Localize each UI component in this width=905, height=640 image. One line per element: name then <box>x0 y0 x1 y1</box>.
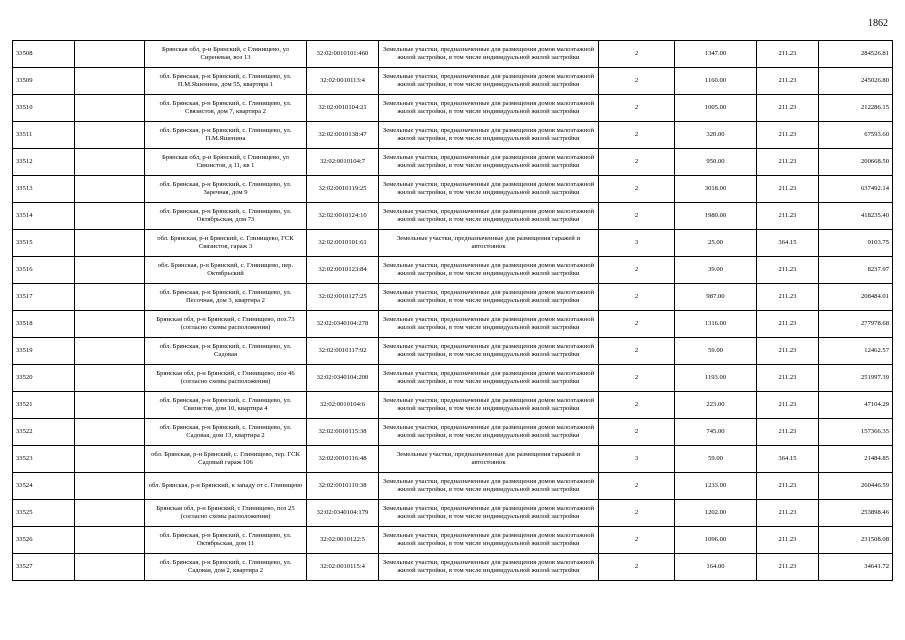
cadastral-number-cell: 32:02:0010113:4 <box>307 68 379 95</box>
address-cell: обл. Брянская, р-н Брянский, с. Глинищево, ул. Песочная, дом 3, квартира 2 <box>145 284 307 311</box>
cadastral-value-cell: 21484.85 <box>819 446 893 473</box>
group-cell: 2 <box>599 419 675 446</box>
row-number-cell: 33510 <box>13 95 75 122</box>
group-cell: 3 <box>599 230 675 257</box>
spacer-cell <box>75 203 145 230</box>
specific-value-cell: 211.23 <box>757 176 819 203</box>
land-use-cell: Земельные участки, предназначенные для размещения домов малоэтажной жилой застройки, в том числе индивидуальной жилой застройки <box>379 176 599 203</box>
spacer-cell <box>75 392 145 419</box>
group-cell: 2 <box>599 95 675 122</box>
area-cell: 1005.00 <box>675 95 757 122</box>
address-cell: обл. Брянская, р-н Брянский, с. Глинищево, ГСК Связистов, гараж 3 <box>145 230 307 257</box>
row-number-cell: 33515 <box>13 230 75 257</box>
row-number-cell: 33525 <box>13 500 75 527</box>
address-cell: Брянская обл, р-н Брянский, с Глинищево, поз 46 (согласно схемы расположения) <box>145 365 307 392</box>
specific-value-cell: 211.23 <box>757 122 819 149</box>
spacer-cell <box>75 257 145 284</box>
group-cell: 2 <box>599 338 675 365</box>
specific-value-cell: 211.23 <box>757 338 819 365</box>
land-use-cell: Земельные участки, предназначенные для размещения домов малоэтажной жилой застройки, в том числе индивидуальной жилой застройки <box>379 257 599 284</box>
cadastral-value-cell: 157366.35 <box>819 419 893 446</box>
group-cell: 2 <box>599 149 675 176</box>
cadastral-value-cell: 284526.81 <box>819 41 893 68</box>
spacer-cell <box>75 527 145 554</box>
row-number-cell: 33523 <box>13 446 75 473</box>
table-row <box>13 554 893 581</box>
land-use-cell: Земельные участки, предназначенные для размещения домов малоэтажной жилой застройки, в том числе индивидуальной жилой застройки <box>379 68 599 95</box>
row-number-cell: 33524 <box>13 473 75 500</box>
table-row <box>13 95 893 122</box>
table-row <box>13 122 893 149</box>
table-row <box>13 473 893 500</box>
row-number-cell: 33518 <box>13 311 75 338</box>
cadastral-number-cell: 32:02:0010119:25 <box>307 176 379 203</box>
cadastral-number-cell: 32:02:0010123:84 <box>307 257 379 284</box>
cadastral-value-cell: 12462.57 <box>819 338 893 365</box>
cadastral-value-cell: 260446.59 <box>819 473 893 500</box>
address-cell: обл. Брянская, р-н Брянский, с. Глинищево, пер. Октябрьский <box>145 257 307 284</box>
specific-value-cell: 211.23 <box>757 203 819 230</box>
cadastral-number-cell: 32:02:0010116:48 <box>307 446 379 473</box>
cadastral-value-cell: 8237.97 <box>819 257 893 284</box>
land-use-cell: Земельные участки, предназначенные для размещения домов малоэтажной жилой застройки, в том числе индивидуальной жилой застройки <box>379 554 599 581</box>
group-cell: 2 <box>599 554 675 581</box>
cadastral-value-cell: 67593.60 <box>819 122 893 149</box>
spacer-cell <box>75 419 145 446</box>
table-row <box>13 392 893 419</box>
row-number-cell: 33508 <box>13 41 75 68</box>
spacer-cell <box>75 500 145 527</box>
area-cell: 59.00 <box>675 338 757 365</box>
group-cell: 2 <box>599 311 675 338</box>
specific-value-cell: 211.23 <box>757 95 819 122</box>
land-use-cell: Земельные участки, предназначенные для размещения гаражей и автостоянок <box>379 446 599 473</box>
address-cell: обл. Брянская, р-н Брянский, с. Глинищево, ул. Садовая, дом 2, квартира 2 <box>145 554 307 581</box>
area-cell: 320.00 <box>675 122 757 149</box>
specific-value-cell: 211.23 <box>757 392 819 419</box>
specific-value-cell: 364.15 <box>757 230 819 257</box>
address-cell: обл. Брянская, р-н Брянский, с. Глинищево, ул. Садовая <box>145 338 307 365</box>
address-cell: Брянская обл, р-н Брянский, с Глинищево, ул Связистов, д 11, кв 1 <box>145 149 307 176</box>
specific-value-cell: 211.23 <box>757 554 819 581</box>
row-number-cell: 33514 <box>13 203 75 230</box>
spacer-cell <box>75 365 145 392</box>
spacer-cell <box>75 149 145 176</box>
cadastral-number-cell: 32:02:0010122:5 <box>307 527 379 554</box>
row-number-cell: 33519 <box>13 338 75 365</box>
table-row <box>13 419 893 446</box>
spacer-cell <box>75 473 145 500</box>
address-cell: обл. Брянская, р-н Брянский, с. Глинищево, ул. Октябрьская, дом 73 <box>145 203 307 230</box>
cadastral-value-cell: 9103.75 <box>819 230 893 257</box>
area-cell: 745.00 <box>675 419 757 446</box>
land-use-cell: Земельные участки, предназначенные для размещения домов малоэтажной жилой застройки, в том числе индивидуальной жилой застройки <box>379 473 599 500</box>
group-cell: 2 <box>599 68 675 95</box>
spacer-cell <box>75 68 145 95</box>
land-use-cell: Земельные участки, предназначенные для размещения домов малоэтажной жилой застройки, в том числе индивидуальной жилой застройки <box>379 419 599 446</box>
specific-value-cell: 211.23 <box>757 284 819 311</box>
specific-value-cell: 211.23 <box>757 500 819 527</box>
address-cell: обл. Брянская, р-н Брянский, с. Глинищево, ул. Садовая, дом 13, квартира 2 <box>145 419 307 446</box>
table-row <box>13 257 893 284</box>
specific-value-cell: 211.23 <box>757 419 819 446</box>
spacer-cell <box>75 95 145 122</box>
group-cell: 2 <box>599 176 675 203</box>
land-use-cell: Земельные участки, предназначенные для размещения домов малоэтажной жилой застройки, в том числе индивидуальной жилой застройки <box>379 527 599 554</box>
specific-value-cell: 211.23 <box>757 365 819 392</box>
address-cell: обл. Брянская, р-н Брянский, с. Глинищево, ул. Заречная, дом 9 <box>145 176 307 203</box>
row-number-cell: 33516 <box>13 257 75 284</box>
row-number-cell: 33527 <box>13 554 75 581</box>
cadastral-number-cell: 32:02:0010115:38 <box>307 419 379 446</box>
land-use-cell: Земельные участки, предназначенные для размещения гаражей и автостоянок <box>379 230 599 257</box>
land-use-cell: Земельные участки, предназначенные для размещения домов малоэтажной жилой застройки, в том числе индивидуальной жилой застройки <box>379 500 599 527</box>
land-use-cell: Земельные участки, предназначенные для размещения домов малоэтажной жилой застройки, в том числе индивидуальной жилой застройки <box>379 203 599 230</box>
group-cell: 2 <box>599 284 675 311</box>
land-use-cell: Земельные участки, предназначенные для размещения домов малоэтажной жилой застройки, в том числе индивидуальной жилой застройки <box>379 284 599 311</box>
area-cell: 39.00 <box>675 257 757 284</box>
area-cell: 1160.00 <box>675 68 757 95</box>
specific-value-cell: 211.23 <box>757 473 819 500</box>
specific-value-cell: 211.23 <box>757 527 819 554</box>
specific-value-cell: 211.23 <box>757 41 819 68</box>
row-number-cell: 33522 <box>13 419 75 446</box>
land-use-cell: Земельные участки, предназначенные для размещения домов малоэтажной жилой застройки, в том числе индивидуальной жилой застройки <box>379 41 599 68</box>
row-number-cell: 33526 <box>13 527 75 554</box>
table-body <box>13 41 893 581</box>
address-cell: обл. Брянская, р-н Брянский, с. Глинищево, ул. Связистов, дом 10, квартира 4 <box>145 392 307 419</box>
land-use-cell: Земельные участки, предназначенные для размещения домов малоэтажной жилой застройки, в том числе индивидуальной жилой застройки <box>379 365 599 392</box>
cadastral-value-cell: 418235.40 <box>819 203 893 230</box>
area-cell: 1980.00 <box>675 203 757 230</box>
group-cell: 2 <box>599 473 675 500</box>
cadastral-number-cell: 32:02:0010124:10 <box>307 203 379 230</box>
table-row <box>13 230 893 257</box>
cadastral-number-cell: 32:02:0340104:278 <box>307 311 379 338</box>
group-cell: 2 <box>599 257 675 284</box>
address-cell: Брянская обл, р-н Брянский, с Глинищево, поз.73 (согласно схемы расположения) <box>145 311 307 338</box>
cadastral-number-cell: 32:02:0010138:47 <box>307 122 379 149</box>
land-use-cell: Земельные участки, предназначенные для размещения домов малоэтажной жилой застройки, в том числе индивидуальной жилой застройки <box>379 95 599 122</box>
address-cell: обл. Брянская, р-н Брянский, с. Глинищево, ул. Связистов, дом 7, квартира 2 <box>145 95 307 122</box>
cadastral-value-cell: 277978.68 <box>819 311 893 338</box>
table-row <box>13 338 893 365</box>
cadastral-number-cell: 32:02:0010127:25 <box>307 284 379 311</box>
address-cell: обл. Брянская, р-н Брянский, с. Глинищево, тер. ГСК Садовый гараж 106 <box>145 446 307 473</box>
cadastral-number-cell: 32:02:0010104:6 <box>307 392 379 419</box>
group-cell: 2 <box>599 365 675 392</box>
area-cell: 950.00 <box>675 149 757 176</box>
cadastral-value-table <box>12 40 893 581</box>
area-cell: 1202.00 <box>675 500 757 527</box>
cadastral-value-cell: 212286.15 <box>819 95 893 122</box>
group-cell: 2 <box>599 392 675 419</box>
table-row <box>13 176 893 203</box>
cadastral-value-cell: 231508.08 <box>819 527 893 554</box>
group-cell: 2 <box>599 203 675 230</box>
address-cell: Брянская обл, р-н Брянский, с Глинищево, ул Сиреневая, воз 13 <box>145 41 307 68</box>
spacer-cell <box>75 338 145 365</box>
row-number-cell: 33509 <box>13 68 75 95</box>
table-row <box>13 284 893 311</box>
cadastral-value-cell: 251997.39 <box>819 365 893 392</box>
address-cell: обл. Брянская, р-н Брянский, к западу от с. Глинищево <box>145 473 307 500</box>
cadastral-number-cell: 32:02:0010101:460 <box>307 41 379 68</box>
land-use-cell: Земельные участки, предназначенные для размещения домов малоэтажной жилой застройки, в том числе индивидуальной жилой застройки <box>379 311 599 338</box>
area-cell: 1233.00 <box>675 473 757 500</box>
area-cell: 987.00 <box>675 284 757 311</box>
cadastral-number-cell: 32:02:0010115:4 <box>307 554 379 581</box>
group-cell: 3 <box>599 446 675 473</box>
row-number-cell: 33512 <box>13 149 75 176</box>
spacer-cell <box>75 122 145 149</box>
land-use-cell: Земельные участки, предназначенные для размещения домов малоэтажной жилой застройки, в том числе индивидуальной жилой застройки <box>379 338 599 365</box>
area-cell: 3018.00 <box>675 176 757 203</box>
land-use-cell: Земельные участки, предназначенные для размещения домов малоэтажной жилой застройки, в том числе индивидуальной жилой застройки <box>379 392 599 419</box>
cadastral-value-cell: 245026.80 <box>819 68 893 95</box>
table-row <box>13 365 893 392</box>
land-use-cell: Земельные участки, предназначенные для размещения домов малоэтажной жилой застройки, в том числе индивидуальной жилой застройки <box>379 149 599 176</box>
cadastral-value-cell: 34641.72 <box>819 554 893 581</box>
spacer-cell <box>75 176 145 203</box>
specific-value-cell: 364.15 <box>757 446 819 473</box>
spacer-cell <box>75 554 145 581</box>
table-row <box>13 500 893 527</box>
row-number-cell: 33521 <box>13 392 75 419</box>
cadastral-number-cell: 32:02:0340104:200 <box>307 365 379 392</box>
cadastral-value-cell: 208484.01 <box>819 284 893 311</box>
area-cell: 223.00 <box>675 392 757 419</box>
area-cell: 164.00 <box>675 554 757 581</box>
cadastral-number-cell: 32:02:0010104:21 <box>307 95 379 122</box>
table-row <box>13 203 893 230</box>
group-cell: 2 <box>599 122 675 149</box>
address-cell: обл. Брянская, р-н Брянский, с. Глинищево, ул. П.М.Яшенина <box>145 122 307 149</box>
cadastral-number-cell: 32:02:0340104:179 <box>307 500 379 527</box>
spacer-cell <box>75 41 145 68</box>
address-cell: Брянская обл, р-н Брянский, с Глинищево, поз 25 (согласно схемы расположения) <box>145 500 307 527</box>
row-number-cell: 33511 <box>13 122 75 149</box>
cadastral-value-cell: 637492.14 <box>819 176 893 203</box>
cadastral-value-cell: 253898.46 <box>819 500 893 527</box>
spacer-cell <box>75 230 145 257</box>
page-number: 1862 <box>868 18 888 29</box>
row-number-cell: 33513 <box>13 176 75 203</box>
table-row <box>13 311 893 338</box>
land-use-cell: Земельные участки, предназначенные для размещения домов малоэтажной жилой застройки, в том числе индивидуальной жилой застройки <box>379 122 599 149</box>
cadastral-number-cell: 32:02:0010104:7 <box>307 149 379 176</box>
specific-value-cell: 211.23 <box>757 149 819 176</box>
address-cell: обл. Брянская, р-н Брянский, с. Глинищево, ул. П.М.Яшенина, дом 55, квартира 1 <box>145 68 307 95</box>
area-cell: 1347.00 <box>675 41 757 68</box>
area-cell: 1193.00 <box>675 365 757 392</box>
specific-value-cell: 211.23 <box>757 68 819 95</box>
group-cell: 2 <box>599 527 675 554</box>
table-row <box>13 41 893 68</box>
cadastral-number-cell: 32:02:0010110:38 <box>307 473 379 500</box>
area-cell: 1096.00 <box>675 527 757 554</box>
group-cell: 2 <box>599 500 675 527</box>
spacer-cell <box>75 311 145 338</box>
specific-value-cell: 211.23 <box>757 311 819 338</box>
address-cell: обл. Брянская, р-н Брянский, с. Глинищево, ул. Октябрьская, дом 11 <box>145 527 307 554</box>
cadastral-number-cell: 32:02:0010101:61 <box>307 230 379 257</box>
area-cell: 59.00 <box>675 446 757 473</box>
table-row <box>13 527 893 554</box>
table-row <box>13 68 893 95</box>
area-cell: 25.00 <box>675 230 757 257</box>
row-number-cell: 33517 <box>13 284 75 311</box>
area-cell: 1316.00 <box>675 311 757 338</box>
spacer-cell <box>75 446 145 473</box>
cadastral-value-cell: 47104.29 <box>819 392 893 419</box>
cadastral-number-cell: 32:02:0010117:92 <box>307 338 379 365</box>
table-row <box>13 149 893 176</box>
row-number-cell: 33520 <box>13 365 75 392</box>
cadastral-value-cell: 200668.50 <box>819 149 893 176</box>
table-row <box>13 446 893 473</box>
spacer-cell <box>75 284 145 311</box>
group-cell: 2 <box>599 41 675 68</box>
specific-value-cell: 211.23 <box>757 257 819 284</box>
